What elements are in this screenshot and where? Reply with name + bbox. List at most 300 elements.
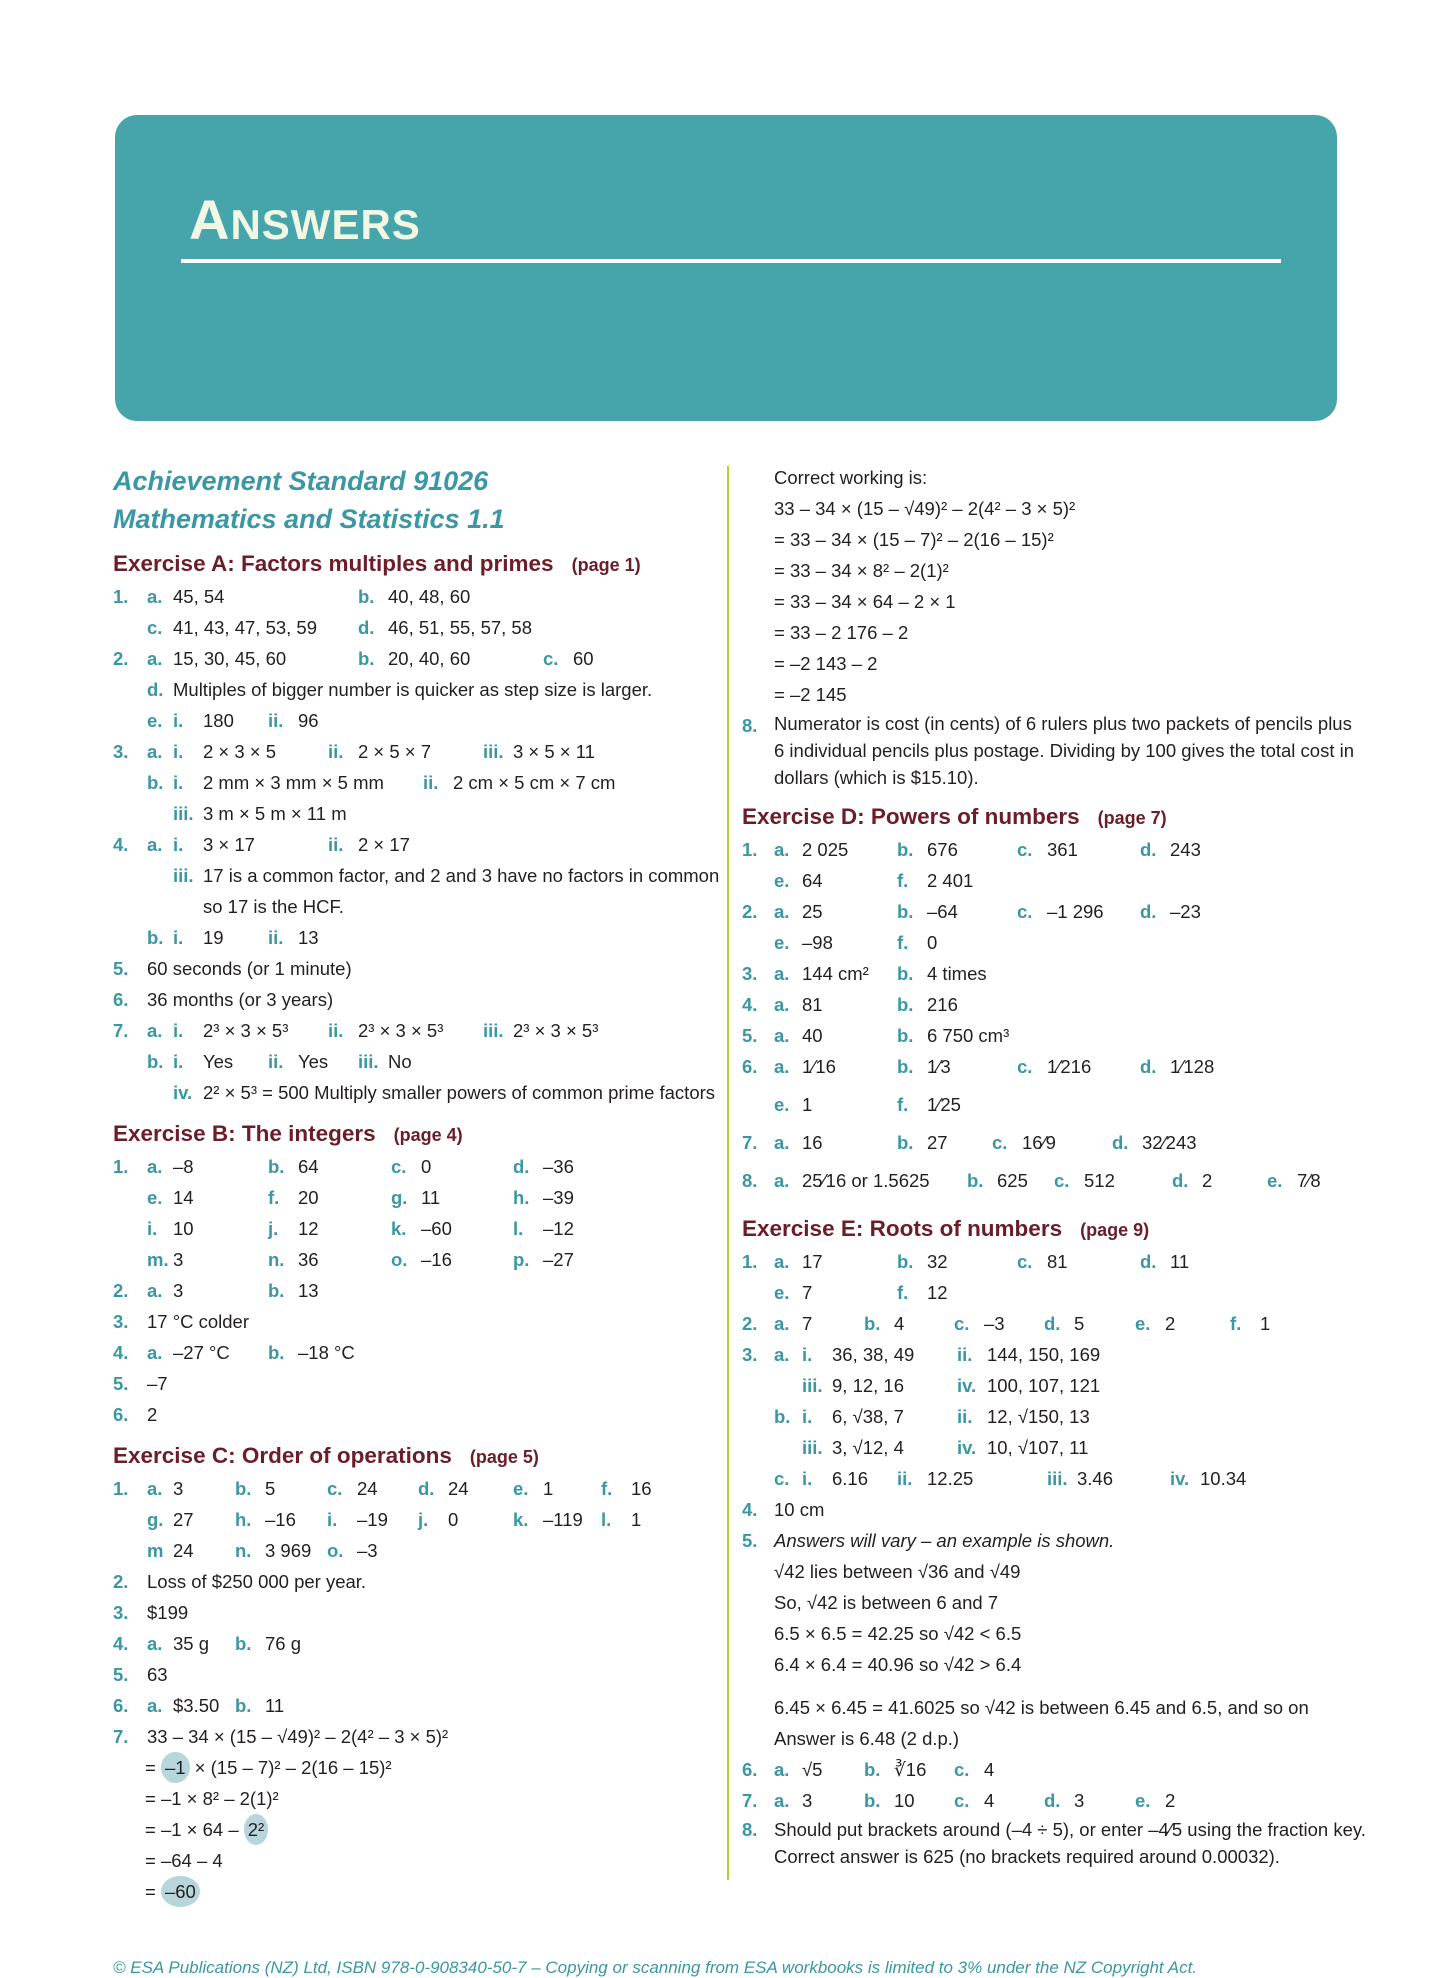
answer-row <box>113 1721 718 1752</box>
answer-label: f. <box>268 1187 280 1208</box>
answer-row <box>742 1432 1342 1463</box>
answer-value: –36 <box>543 1156 574 1177</box>
answer-label: 6. <box>113 1695 129 1716</box>
answer-value: 676 <box>927 839 958 860</box>
answer-label: i. <box>173 834 184 855</box>
answer-label: iv. <box>1170 1468 1190 1489</box>
answer-label: a. <box>147 741 163 762</box>
answer-value: 1 <box>802 1094 813 1115</box>
answer-label: iv. <box>957 1375 977 1396</box>
answer-row <box>113 674 718 705</box>
part-label: a. <box>774 1056 790 1077</box>
answer-label: a. <box>147 834 163 855</box>
part-label: a. <box>774 1170 790 1191</box>
answer-value: 10 cm <box>774 1499 825 1520</box>
answer-label: a. <box>774 1759 790 1780</box>
answer-label: k. <box>391 1218 407 1239</box>
answer-row <box>113 1690 718 1721</box>
answer-label: c. <box>543 648 559 669</box>
answer-value: 3 × 17 <box>203 834 255 855</box>
answer-label: 2. <box>742 1313 758 1334</box>
working-line: = 33 – 34 × 64 – 2 × 1 <box>774 591 956 612</box>
answer-value: 1 <box>631 1509 642 1530</box>
answer-value: 361 <box>1047 839 1078 860</box>
answer-value: –27 <box>543 1249 574 1270</box>
answer-row <box>742 1785 1342 1816</box>
answer-value: 36, 38, 49 <box>832 1344 915 1365</box>
answer-value: 1⁄128 <box>1170 1056 1215 1077</box>
answer-label: j. <box>268 1218 279 1239</box>
answer-value: 625 <box>997 1170 1028 1191</box>
answer-label: d. <box>1140 1251 1157 1272</box>
right-column <box>742 462 1366 1870</box>
answer-row <box>742 1494 1342 1525</box>
answer-label: ii. <box>957 1406 973 1427</box>
answer-value: 41, 43, 47, 53, 59 <box>173 617 318 638</box>
answer-value: 20, 40, 60 <box>388 648 471 669</box>
answer-value: 1⁄216 <box>1047 1056 1092 1077</box>
answer-label: 3. <box>113 1602 129 1623</box>
answer-value: 1⁄16 <box>802 1056 836 1077</box>
answer-label: o. <box>327 1540 344 1561</box>
answer-label: a. <box>147 1342 163 1363</box>
answer-row <box>113 612 718 643</box>
answer-label: b. <box>235 1633 252 1654</box>
answer-value: 10, √107, 11 <box>987 1437 1089 1458</box>
answer-label: n. <box>268 1249 285 1270</box>
working-line: = –2 145 <box>774 684 847 705</box>
answer-label: e. <box>1135 1313 1151 1334</box>
working-line: √42 lies between √36 and √49 <box>774 1561 1021 1582</box>
answer-row <box>113 1182 718 1213</box>
answer-value: 14 <box>173 1187 194 1208</box>
answer-label: b. <box>897 839 914 860</box>
answer-value: 2 cm × 5 cm × 7 cm <box>453 772 616 793</box>
answer-label: e. <box>147 1187 163 1208</box>
answer-value: 2 <box>147 1404 158 1425</box>
answer-row <box>113 1597 718 1628</box>
answer-text: Numerator is cost (in cents) of 6 rulers plus two packets of pencils plus <box>774 713 1352 734</box>
answer-row <box>113 736 718 767</box>
answer-label: i. <box>173 710 184 731</box>
question-number: 8. <box>742 1170 758 1191</box>
exercise-title: Exercise A: Factors multiples and primes <box>113 551 554 576</box>
answer-value: –1 296 <box>1047 901 1104 922</box>
answer-value: 3 <box>173 1280 184 1301</box>
working-text: = <box>145 1881 161 1902</box>
exercise-title: Exercise B: The integers <box>113 1121 376 1146</box>
standard-heading-1: Achievement Standard 91026 <box>113 466 489 496</box>
answer-label: d. <box>1140 839 1157 860</box>
answer-value: 3 m × 5 m × 11 m <box>203 803 347 824</box>
working-line: = 33 – 34 × (15 – 7)² – 2(16 – 15)² <box>774 529 1054 550</box>
answer-label: m. <box>147 1249 169 1270</box>
answer-label: a. <box>147 1280 163 1301</box>
working-line: 33 – 34 × (15 – √49)² – 2(4² – 3 × 5)² <box>774 498 1076 519</box>
answer-value: 2 × 5 × 7 <box>358 741 432 762</box>
answer-label: c. <box>327 1478 343 1499</box>
answer-value: 0 <box>448 1509 459 1530</box>
answer-value: 7 <box>802 1282 813 1303</box>
answer-value: √5 <box>802 1759 823 1780</box>
answer-label: i. <box>327 1509 338 1530</box>
answer-row <box>113 860 718 891</box>
answer-value: 2 <box>1165 1790 1176 1811</box>
answer-label: b. <box>147 1051 164 1072</box>
answer-label: e. <box>774 870 790 891</box>
answer-label: g. <box>147 1509 164 1530</box>
answer-value: so 17 is the HCF. <box>203 896 344 917</box>
exercise-e-answers <box>742 1246 1342 1525</box>
answer-value: –39 <box>543 1187 574 1208</box>
working-line: = 33 – 2 176 – 2 <box>774 622 909 643</box>
answer-label: n. <box>235 1540 252 1561</box>
answer-row <box>113 1535 718 1566</box>
answer-row <box>742 1463 1342 1494</box>
answer-value: 2 025 <box>802 839 849 860</box>
title-initial: A <box>189 188 231 251</box>
exercise-e-heading <box>742 1213 1342 1246</box>
answer-value: 6.16 <box>832 1468 869 1489</box>
answer-value: 13 <box>298 1280 319 1301</box>
answer-row <box>742 1339 1342 1370</box>
answer-row <box>113 1306 718 1337</box>
answer-value: –60 <box>421 1218 452 1239</box>
answer-label: d. <box>1044 1790 1061 1811</box>
answer-label: c. <box>391 1156 407 1177</box>
answer-label: i. <box>802 1406 813 1427</box>
exercise-a-answers <box>113 581 718 1108</box>
answer-label: c. <box>147 617 163 638</box>
answer-value: 10 <box>894 1790 915 1811</box>
answer-label: l. <box>601 1509 612 1530</box>
answer-label: a. <box>147 1156 163 1177</box>
answer-value: 16⁄9 <box>1022 1132 1056 1153</box>
answer-value: 33 – 34 × (15 – √49)² – 2(4² – 3 × 5)² <box>147 1726 449 1747</box>
answer-value: 46, 51, 55, 57, 58 <box>388 617 533 638</box>
answer-label: a. <box>147 1633 163 1654</box>
answer-value: –18 °C <box>298 1342 355 1363</box>
answer-value: 64 <box>802 870 823 891</box>
standard-heading-2: Mathematics and Statistics 1.1 <box>113 504 505 534</box>
answer-value: 0 <box>927 932 938 953</box>
answer-row <box>742 1308 1342 1339</box>
working-line: Correct working is: <box>774 467 928 488</box>
answer-row <box>113 1504 718 1535</box>
answer-label: a. <box>774 994 790 1015</box>
answer-value: 3, √12, 4 <box>832 1437 904 1458</box>
answer-label: 1. <box>742 839 758 860</box>
answer-label: b. <box>897 994 914 1015</box>
answer-label: b. <box>235 1695 252 1716</box>
answer-value: 11 <box>1170 1251 1190 1272</box>
answer-label: b. <box>897 1251 914 1272</box>
answer-value: 144 cm² <box>802 963 869 984</box>
exercise-page: (page 4) <box>393 1125 463 1145</box>
exercise-d-answers <box>742 834 1342 1051</box>
answer-text: Correct answer is 625 (no brackets required around 0.00032). <box>774 1846 1280 1867</box>
exercise-e-answers-continued <box>742 1754 1342 1816</box>
answer-value: 81 <box>1047 1251 1068 1272</box>
answer-label: c. <box>774 1468 790 1489</box>
answer-value: 3 969 <box>265 1540 312 1561</box>
answer-label: p. <box>513 1249 530 1270</box>
answer-label: 3. <box>742 963 758 984</box>
answer-row <box>113 767 718 798</box>
answer-value: 1 <box>543 1478 554 1499</box>
answer-value: 17 is a common factor, and 2 and 3 have no factors in common <box>203 865 720 886</box>
answer-value: 24 <box>448 1478 469 1499</box>
answer-label: iii. <box>173 865 194 886</box>
question-number: 8. <box>742 715 758 736</box>
question-number: 5. <box>742 1530 758 1551</box>
answer-row <box>113 705 718 736</box>
answer-label: b. <box>147 772 164 793</box>
exercise-c-correct-working <box>742 462 1342 710</box>
answer-value: 27 <box>173 1509 194 1530</box>
answer-label: d. <box>147 679 164 700</box>
exercise-title: Exercise C: Order of operations <box>113 1443 452 1468</box>
answer-value: –119 <box>543 1509 583 1530</box>
title-rest: NSWERS <box>230 201 421 248</box>
answer-value: 3 <box>173 1478 184 1499</box>
working-line: 6.5 × 6.5 = 42.25 so √42 < 6.5 <box>774 1623 1022 1644</box>
answer-label: d. <box>418 1478 435 1499</box>
answer-label: 2. <box>742 901 758 922</box>
answer-label: 4. <box>742 994 758 1015</box>
answer-label: iii. <box>802 1437 823 1458</box>
exercise-a-heading <box>113 548 718 581</box>
answer-label: iii. <box>483 1020 504 1041</box>
column-divider <box>727 466 729 1880</box>
answer-value: 63 <box>147 1664 168 1685</box>
answer-value: Multiples of bigger number is quicker as step size is larger. <box>173 679 653 700</box>
answer-label: g. <box>391 1187 408 1208</box>
answer-row <box>742 1401 1342 1432</box>
answer-label: iv. <box>957 1437 977 1458</box>
exercise-d-heading <box>742 801 1342 834</box>
answer-text: 6 individual pencils plus postage. Dividing by 100 gives the total cost in <box>774 740 1355 761</box>
answer-value: 64 <box>298 1156 319 1177</box>
answer-value: 10.34 <box>1200 1468 1247 1489</box>
part-label: b. <box>897 1132 914 1153</box>
answer-value: 2 401 <box>927 870 974 891</box>
part-label: e. <box>1267 1170 1283 1191</box>
exercise-b-heading <box>113 1118 718 1151</box>
part-label: b. <box>967 1170 984 1191</box>
answer-value: Yes <box>203 1051 234 1072</box>
answer-label: i. <box>173 1020 184 1041</box>
answer-label: a. <box>774 839 790 860</box>
answer-row <box>742 1246 1342 1277</box>
answer-value: $199 <box>147 1602 189 1623</box>
answer-row <box>742 1370 1342 1401</box>
answer-value: 16 <box>802 1132 823 1153</box>
exercise-c-heading <box>113 1440 718 1473</box>
answer-label: 7. <box>113 1020 129 1041</box>
answer-label: f. <box>897 870 909 891</box>
answer-label: b. <box>235 1478 252 1499</box>
exercise-b-answers <box>113 1151 718 1430</box>
answer-row <box>113 1628 718 1659</box>
answer-label: 5. <box>113 1664 129 1685</box>
circled-error: –1 <box>161 1752 190 1783</box>
answer-value: 17 <box>802 1251 823 1272</box>
answer-label: i. <box>173 1051 184 1072</box>
answer-label: h. <box>235 1509 252 1530</box>
working-line <box>113 1752 718 1783</box>
answer-label: o. <box>391 1249 408 1270</box>
answer-value: 3 <box>802 1790 813 1811</box>
answer-value: 13 <box>298 927 319 948</box>
answer-value: 20 <box>298 1187 319 1208</box>
answer-row <box>113 1368 718 1399</box>
title-banner <box>115 115 1337 421</box>
answer-value: –3 <box>357 1540 378 1561</box>
answer-label: iii. <box>173 803 194 824</box>
answer-row <box>113 1151 718 1182</box>
answer-label: 7. <box>742 1790 758 1811</box>
part-label: a. <box>774 1132 790 1153</box>
answer-label: 3. <box>113 741 129 762</box>
answer-label: 3. <box>113 1311 129 1332</box>
answer-label: c. <box>954 1790 970 1811</box>
answer-row <box>742 1089 1342 1127</box>
answer-value: 25 <box>802 901 823 922</box>
answer-value: –23 <box>1170 901 1201 922</box>
answer-label: a. <box>774 1025 790 1046</box>
answer-label: e. <box>774 1282 790 1303</box>
answer-value: 2 <box>1165 1313 1176 1334</box>
answer-value: –27 °C <box>173 1342 230 1363</box>
answer-label: ii. <box>268 927 284 948</box>
answer-row <box>113 829 718 860</box>
answer-value: 11 <box>421 1187 441 1208</box>
part-label: b. <box>897 1056 914 1077</box>
answer-row <box>113 1046 718 1077</box>
answer-label: 1. <box>113 586 129 607</box>
working-line: = –64 – 4 <box>145 1850 223 1871</box>
answer-row <box>742 1754 1342 1785</box>
answer-label: d. <box>1044 1313 1061 1334</box>
answer-label: 5. <box>113 1373 129 1394</box>
answer-value: 2 <box>1202 1170 1213 1191</box>
answer-value: 180 <box>203 710 234 731</box>
answer-value: 6 750 cm³ <box>927 1025 1010 1046</box>
answer-label: d. <box>513 1156 530 1177</box>
answer-value: 9, 12, 16 <box>832 1375 905 1396</box>
answer-row <box>113 643 718 674</box>
answer-label: b. <box>897 1025 914 1046</box>
working-line: = –1 × 8² – 2(1)² <box>145 1788 279 1809</box>
question-8 <box>742 710 1355 791</box>
working-line: Answer is 6.48 (2 d.p.) <box>774 1728 960 1749</box>
answer-label: iii. <box>358 1051 379 1072</box>
answer-value: 32⁄243 <box>1142 1132 1197 1153</box>
answer-label: iv. <box>173 1082 193 1103</box>
answer-value: 0 <box>421 1156 432 1177</box>
answer-value: 11 <box>265 1695 285 1716</box>
question-8-roots <box>742 1816 1366 1870</box>
working-line: 6.4 × 6.4 = 40.96 so √42 > 6.4 <box>774 1654 1022 1675</box>
answer-value: 27 <box>927 1132 948 1153</box>
answer-label: i. <box>147 1218 158 1239</box>
answer-label: i. <box>802 1468 813 1489</box>
exercise-title: Exercise D: Powers of numbers <box>742 804 1080 829</box>
answer-label: ii. <box>957 1344 973 1365</box>
answer-value: –8 <box>173 1156 194 1177</box>
answer-label: b. <box>358 648 375 669</box>
answer-value: 60 seconds (or 1 minute) <box>147 958 352 979</box>
answer-label: a. <box>774 963 790 984</box>
answer-value: 4 <box>894 1313 905 1334</box>
answer-label: i. <box>802 1344 813 1365</box>
answer-label: i. <box>173 772 184 793</box>
answer-label: iii. <box>483 741 504 762</box>
answer-value: 6, √38, 7 <box>832 1406 904 1427</box>
answer-row <box>742 927 1342 958</box>
answer-label: e. <box>774 932 790 953</box>
answer-value: 5 <box>1074 1313 1085 1334</box>
answer-label: iii. <box>1047 1468 1068 1489</box>
answer-label: b. <box>864 1759 881 1780</box>
answer-value: No <box>388 1051 412 1072</box>
answer-value: 216 <box>927 994 958 1015</box>
answer-value: 36 months (or 3 years) <box>147 989 334 1010</box>
working-line: = 33 – 34 × 8² – 2(1)² <box>774 560 949 581</box>
answer-label: a. <box>774 901 790 922</box>
answer-value: 2 × 3 × 5 <box>203 741 277 762</box>
copyright-footer: © ESA Publications (NZ) Ltd, ISBN 978-0-908340-50-7 – Copying or scanning from ESA workbooks is limited to 3% under the NZ Copyright Act. <box>113 1958 1198 1977</box>
answer-label: a. <box>147 648 163 669</box>
exercise-page: (page 7) <box>1097 808 1167 828</box>
answer-label: 5. <box>113 958 129 979</box>
answer-value: –64 <box>927 901 958 922</box>
answer-label: c. <box>1017 839 1033 860</box>
answer-label: c. <box>954 1759 970 1780</box>
answer-row <box>113 891 718 922</box>
answer-label: b. <box>774 1406 791 1427</box>
answer-label: 2. <box>113 648 129 669</box>
answer-value: 12 <box>298 1218 319 1239</box>
answer-value: 32 <box>927 1251 948 1272</box>
answer-label: l. <box>513 1218 524 1239</box>
answer-label: a. <box>147 1020 163 1041</box>
answer-value: 16 <box>631 1478 652 1499</box>
answer-value: 2 mm × 3 mm × 5 mm <box>203 772 384 793</box>
answer-label: b. <box>268 1342 285 1363</box>
answer-value: 12 <box>927 1282 948 1303</box>
left-column <box>113 462 718 1907</box>
answer-label: 4. <box>113 834 129 855</box>
exercise-page: (page 1) <box>571 555 641 575</box>
answer-value: 100, 107, 121 <box>987 1375 1101 1396</box>
answer-value: 15, 30, 45, 60 <box>173 648 287 669</box>
answer-row <box>113 1077 718 1108</box>
answer-label: c. <box>1017 901 1033 922</box>
answer-row <box>113 798 718 829</box>
answer-value: 4 times <box>927 963 987 984</box>
answer-value: $3.50 <box>173 1695 220 1716</box>
answer-label: b. <box>897 963 914 984</box>
answer-label: m <box>147 1540 164 1561</box>
answer-row <box>113 1275 718 1306</box>
working-line <box>113 1876 718 1907</box>
circled-error: 2² <box>244 1814 268 1845</box>
part-label: f. <box>897 1094 909 1115</box>
answer-label: f. <box>897 932 909 953</box>
answer-label: 4. <box>113 1342 129 1363</box>
